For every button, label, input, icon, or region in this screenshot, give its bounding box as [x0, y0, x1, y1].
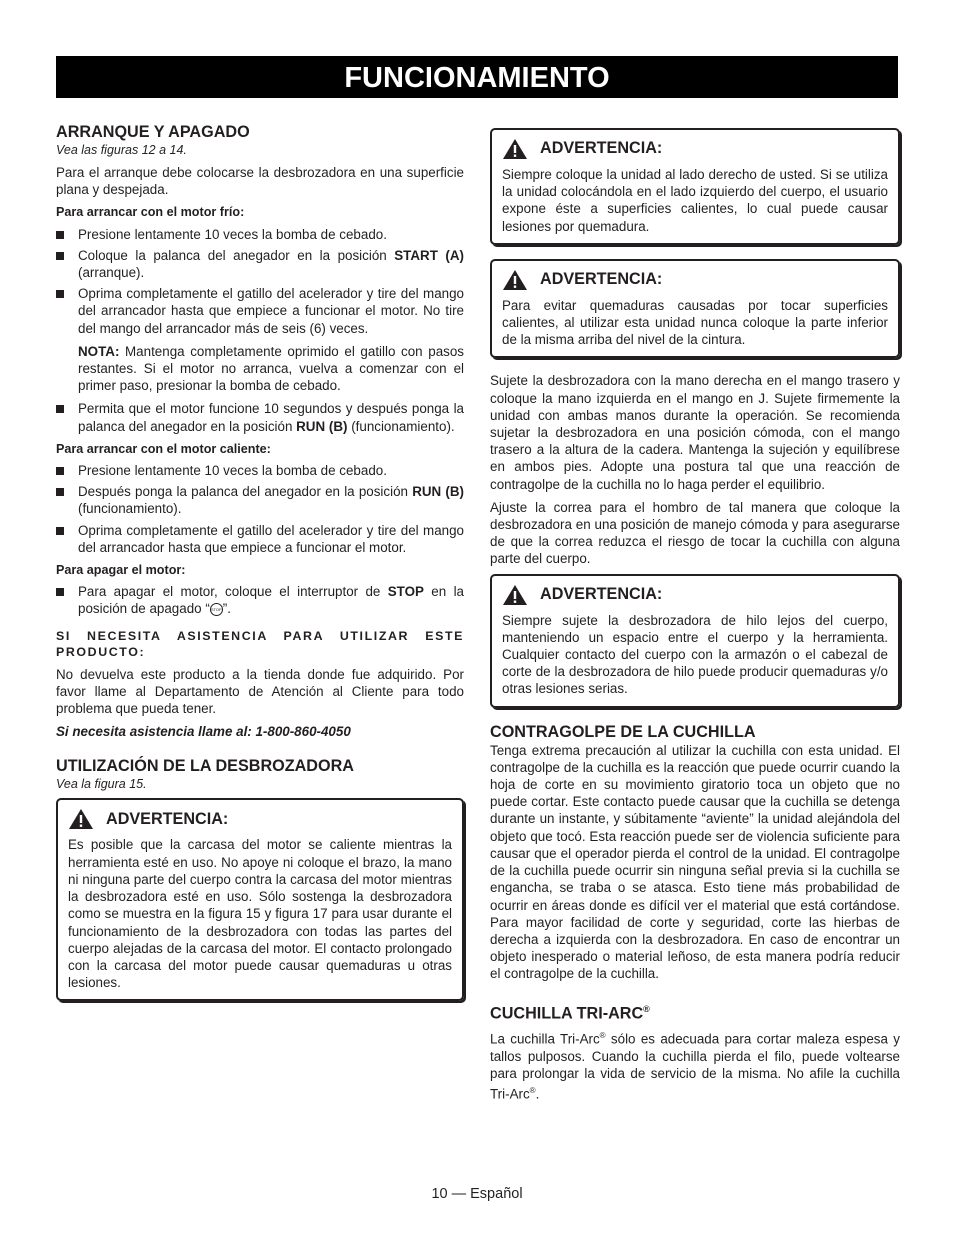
note: NOTA: Mantenga completamente oprimido el gatillo con pasos restantes. Si el motor no arranca, vuelva a comenzar con el primer paso, presionar la bomba de cebado. — [78, 343, 464, 394]
section-title-utilizacion: UTILIZACIÓN DE LA DESBROZADORA — [56, 757, 354, 776]
list-item: Para apagar el motor, coloque el interruptor de STOP en la posición de apagado “STOP”. — [56, 583, 464, 617]
section-title-arranque: ARRANQUE Y APAGADO — [56, 123, 250, 141]
page-footer: 10 — Español — [431, 1186, 523, 1202]
cold-start-heading: Para arrancar con el motor frío: — [56, 205, 245, 220]
warning-title: ADVERTENCIA: — [540, 270, 663, 289]
list-item: Presione lentamente 10 veces la bomba de cebado. — [56, 226, 464, 243]
triarc-paragraph: La cuchilla Tri-Arc® sólo es adecuada para cortar maleza espesa y tallos pulposos. Cuando la cuchilla pierda el filo, puede voltearse para prolongar la vida de servicio de la misma. No afile la cuchilla Tri-Arc®. — [490, 1030, 900, 1102]
assist-paragraph: No devuelva este producto a la tienda donde fue adquirido. Por favor llame al Departamento de Atención al Cliente para todo problema que pueda tener. — [56, 666, 464, 717]
assist-phone: Si necesita asistencia llame al: 1-800-860-4050 — [56, 724, 351, 740]
warning-triangle-icon — [502, 584, 528, 606]
list-item: Oprima completamente el gatillo del acelerador y tire del mango del arrancador hasta que empiece a funcionar el motor. — [56, 522, 464, 556]
kickback-paragraph: Tenga extrema precaución al utilizar la cuchilla con esta unidad. El contragolpe de la cuchilla es la reacción que puede ocurrir cuando la hoja de corte en su movimiento giratorio toca un objeto que no puede cortar. Este contacto puede causar que la cuchilla se detenga durante un instante, y súbitamente “aviente” la unidad alejándola del objeto que tocó. Esta reacción puede ser de violencia suficiente para causar que el operador pierda el control de la unidad. El contragolpe de la cuchilla puede ocurrir sin ninguna señal previa si la cuchilla se engancha, se traba o se atasca. Esto tiene más probabilidad de ocurrir en áreas donde es difícil ver el material que está cortándose. Para mayor facilidad de corte y seguridad, corte las hierbas de derecha a izquierda con la desbrozadora. En caso de encontrar un objeto inesperado o material leñoso, de esta manera podría reducir el contragolpe de la cuchilla. — [490, 742, 900, 982]
figure-ref: Vea la figura 15. — [56, 777, 147, 792]
figure-ref: Vea las figuras 12 a 14. — [56, 143, 187, 157]
list-item: Coloque la palanca del anegador en la posición START (A) (arranque). — [56, 247, 464, 281]
list-item: Permita que el motor funcione 10 segundos y después ponga la palanca del anegador en la posición RUN (B) (funcionamiento). — [56, 400, 464, 434]
right-column — [490, 128, 900, 1109]
warning-text: Es posible que la carcasa del motor se caliente mientras la herramienta esté en uso. No apoye ni coloque el brazo, la mano ni ninguna parte del cuerpo contra la carcasa del motor mientras la desbrozadora esté en uso. Sólo sostenga la desbrozadora como se muestra en la figura 15 y figura 17 para usar durante el funcionamiento de la desbrozadora con todas las partes del cuerpo alejadas de la carcasa del motor. El contacto prolongado con la carcasa del motor puede causar quemaduras u otras lesiones. — [68, 837, 452, 991]
warning-text: Siempre coloque la unidad al lado derecho de usted. Si se utiliza la unidad colocándola en el lado izquierdo del cuerpo, el usuario expone éste a superficies calientes, lo cual puede causar lesiones por quemadura. — [502, 167, 888, 234]
warm-start-heading: Para arrancar con el motor caliente: — [56, 441, 271, 456]
warning-title: ADVERTENCIA: — [540, 585, 663, 604]
list-item: Presione lentamente 10 veces la bomba de cebado. — [56, 462, 464, 479]
assist-heading: SI NECESITA ASISTENCIA PARA UTILIZAR ESTE PRODUCTO: — [56, 628, 464, 659]
intro-paragraph: Para el arranque debe colocarse la desbrozadora en una superficie plana y despejada. — [56, 165, 464, 198]
warning-box — [490, 259, 900, 359]
warning-triangle-icon — [502, 138, 528, 160]
warning-triangle-icon — [68, 808, 94, 830]
strap-paragraph: Ajuste la correa para el hombro de tal manera que coloque la desbrozadora en una posición de manejo cómoda y para asegurarse de que la correa reduzca el riesgo de tocar la cuchilla con alguna parte del cuerpo. — [490, 499, 900, 567]
grip-paragraph: Sujete la desbrozadora con la mano derecha en el mango trasero y coloque la mano izquierda en el mango en J. Sujete firmemente la unidad con ambas manos durante la operación. Se recomienda sujetar la desbrozadora en una posición cómoda, con el mango trasero a la altura de la cadera. Mantenga la sujeción y equilíbrese en ambos pies. Adopte una postura tal que una reacción de contragolpe de la cuchilla no lo haga perder el equilibrio. — [490, 373, 900, 492]
warning-text: Para evitar quemaduras causadas por tocar superficies calientes, al utilizar esta unidad nunca coloque la parte inferior de la misma arriba del nivel de la cintura. — [502, 297, 888, 348]
section-title-triarc: CUCHILLA TRI-ARC® — [490, 1003, 650, 1022]
stop-switch-icon: STOP — [210, 603, 223, 616]
list-item: Oprima completamente el gatillo del acelerador y tire del mango del arrancador hasta que empiece a funcionar el motor. No tire del mango del arrancador más de seis (6) veces. — [56, 285, 464, 337]
list-item: Después ponga la palanca del anegador en la posición RUN (B) (funcionamiento). — [56, 483, 464, 517]
warning-box — [490, 574, 900, 708]
warning-title: ADVERTENCIA: — [540, 139, 663, 158]
page-banner: FUNCIONAMIENTO — [56, 56, 898, 98]
stop-heading: Para apagar el motor: — [56, 563, 186, 578]
warning-title: ADVERTENCIA: — [106, 809, 229, 828]
warning-box — [56, 798, 464, 1001]
cold-start-list-2 — [56, 400, 464, 434]
warning-box — [490, 128, 900, 245]
warning-triangle-icon — [502, 269, 528, 291]
warm-start-list — [56, 462, 464, 556]
left-column — [56, 122, 464, 1015]
stop-list — [56, 583, 464, 617]
cold-start-list — [56, 226, 464, 337]
warning-text: Siempre sujete la desbrozadora de hilo lejos del cuerpo, manteniendo un espacio entre el cuerpo y la herramienta. Cualquier contacto del cuerpo con la armazón o el cabezal de corte de la desbrozadora de hilo puede producir quemaduras y/o otras lesiones serias. — [502, 612, 888, 697]
section-title-contragolpe: CONTRAGOLPE DE LA CUCHILLA — [490, 722, 756, 741]
